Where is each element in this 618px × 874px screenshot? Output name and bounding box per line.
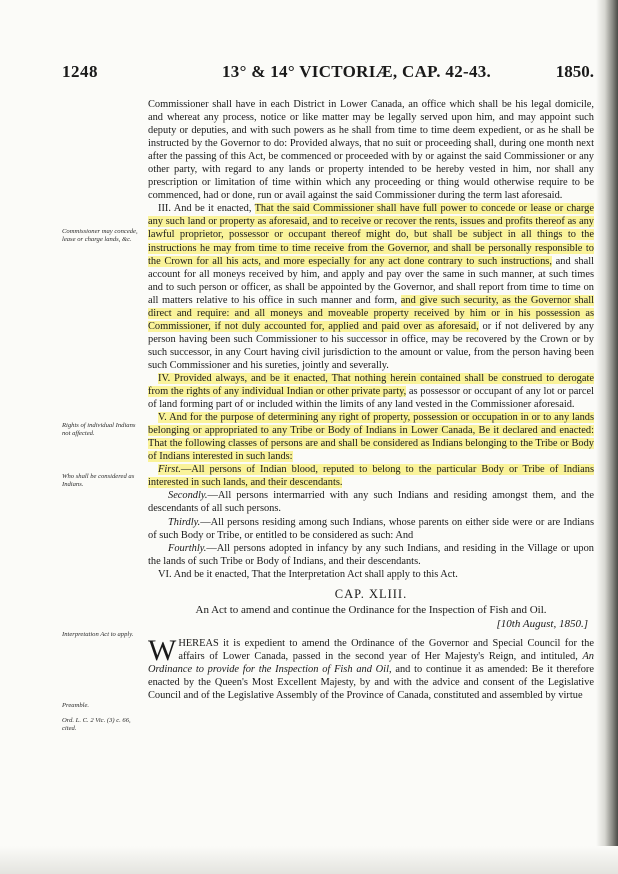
clause-second-label: Secondly. — [168, 490, 208, 502]
bottom-shadow — [0, 846, 618, 874]
drop-cap: W — [148, 633, 177, 667]
clause-first — [148, 463, 594, 489]
ordinance-title-italic: An Ordinance to provide for the Inspection of Fish and Oil, — [148, 650, 594, 675]
chapter-heading: CAP. XLIII. — [334, 586, 408, 601]
preamble-paragraph — [148, 633, 594, 702]
clause-third — [148, 516, 594, 542]
section-3-end: or if not delivered by any person having been such Commissioner to his successor in office, may be recovered by the Crown or by such successor, in any Court having civil jurisdiction to the amount or value, from the person having been such Commissioner and his sureties, jointly and severally. — [148, 320, 594, 371]
section-4 — [148, 372, 594, 411]
act-date: [10th August, 1850.] — [496, 617, 588, 630]
preamble-end: and to continue it as amended: Be it therefore enacted by the Queen's Most Excellent Majesty, by and with the advice and consent of the Legislative Council and of the Legislative Assembly of the Province of Canada, constituted and assembled by virtue — [148, 663, 594, 702]
clause-fourth-text: —All persons adopted in infancy by any such Indians, and residing in the Village or upon the lands of such Tribe or Body of Indians, and their descendants. — [148, 542, 594, 567]
page-header — [62, 62, 602, 88]
running-title: 13° & 14° VICTORIÆ, CAP. 42-43. — [222, 62, 492, 81]
clause-second-text: —All persons intermarried with any such Indians and residing amongst them, and the descendants of all such persons. — [148, 490, 594, 515]
preamble-start: HEREAS it is expedient to amend the Ordinance of the Governor and Special Council for the affairs of Lower Canada, passed in the second year of Her Majesty's Reign, and intituled, — [178, 637, 594, 662]
clause-fourth-label: Fourthly. — [168, 542, 207, 554]
margin-note-rights-individual: Rights of individual Indians not affected. — [62, 422, 136, 437]
clause-first-text: —All persons of Indian blood, reputed to belong to the particular Body or Tribe of Indians interested in such lands, and their descendants. — [148, 464, 594, 489]
section-6: VI. And be it enacted, That the Interpretation Act shall apply to this Act. — [158, 568, 458, 580]
binding-shadow — [596, 0, 618, 874]
header-year: 1850. — [555, 62, 594, 81]
clause-first-highlight — [148, 464, 594, 488]
margin-note-who-indians: Who shall be considered as Indians. — [62, 473, 135, 488]
act-title: An Act to amend and continue the Ordinance for the Inspection of Fish and Oil. — [195, 603, 547, 616]
clause-first-label: First. — [158, 464, 181, 476]
clause-third-text: —All persons residing among such Indians, whose parents on either side were or are Indians of such Body or Tribe, or entitled to be considered as such: And — [148, 516, 594, 541]
highlight-section-5: V. And for the purpose of determining any right of property, possession or occupation in or to any lands belonging or appropriated to any Tribe or Body of Indians in Lower Canada, Be it declared and enacted: That the following classes of persons are and shall be considered as Indians belonging to the Tribe or Body of Indians interested in such lands: — [148, 412, 594, 463]
highlight-section-3-powers: That the said Commissioner shall have full power to concede or lease or charge any such land or property as aforesaid, and to receive or recover the rents, issues and profits thereof as any lawful proprietor, possessor or occupant thereof might do, but shall be subject in all things to the instructions he may from time to time receive from the Governor, and shall be personally responsible to the Crown for all his acts, and more especially for any act done contrary to such instructions, — [148, 203, 594, 267]
section-5 — [148, 411, 594, 463]
highlight-section-4: IV. Provided always, and be it enacted, That nothing herein contained shall be construed to derogate from the rights of any individual Indian or other private party, — [148, 372, 594, 398]
margin-note-interpretation-act: Interpretation Act to apply. — [62, 631, 134, 638]
body-text — [148, 98, 594, 702]
section-3 — [148, 202, 594, 372]
section-3-start: III. And be it enacted, — [158, 203, 255, 215]
clause-second — [148, 489, 594, 515]
highlight-section-3-security: and give such security, as the Governor shall direct and require: and all moneys and moveable property received by him or in his possession as Commissioner, if not duly accounted for, applied and paid over as aforesaid, — [148, 294, 594, 332]
section-4-end: as possessor or occupant of any lot or parcel of land forming part of or included within the limits of any land vested in the Commissioner aforesaid. — [148, 386, 594, 411]
paragraph-commissioner-office: Commissioner shall have in each District in Lower Canada, an office which shall be his legal domicile, and whereat any process, notice or like matter may be legally served upon him, and may appoint such deputy or deputies, and with such powers as he shall from time to time deem expedient, or as he shall be instructed by the Governor to do: Provided always, that no suit or proceeding shall, during one month next after the passing of this Act, be commenced or proceeded with by or against the said Commissioner or any other party, with regard to any lands or property intended to be hereby vested in him, nor shall any prescription or limitation of time within which any proceeding or thing would otherwise require to be commenced, had or done, run or avail against the said Commissioner during the term last aforesaid. — [148, 99, 594, 202]
section-3-middle: and shall account for all moneys received by him, and apply and pay over the same in such manner, at such times and to such person or officer, as shall be appointed by the Governor, and shall report from time to time on all matters relative to his office in such manner and form, — [148, 255, 594, 306]
page-number: 1248 — [62, 62, 98, 81]
clause-fourth — [148, 542, 594, 568]
margin-note-commissioner-powers: Commissioner may concede, lease or charge lands, &c. — [62, 228, 138, 243]
margin-note-ordinance-ref: Ord. L. C. 2 Vic. (3) c. 66, cited. — [62, 717, 131, 732]
clause-third-label: Thirdly. — [168, 516, 201, 528]
margin-note-preamble: Preamble. — [62, 702, 90, 709]
